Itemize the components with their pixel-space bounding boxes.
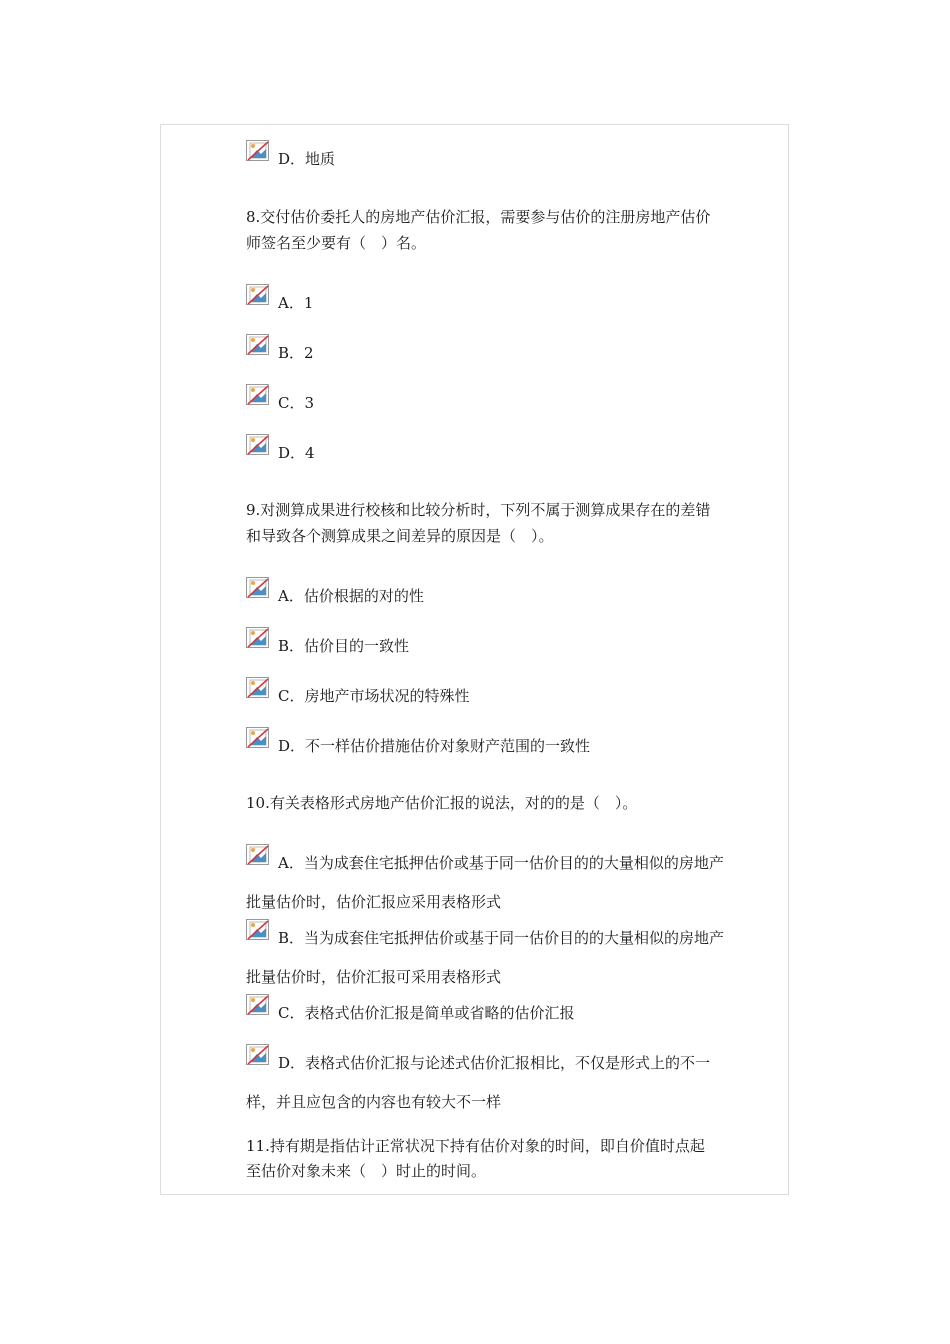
option-label: C．表格式估价汇报是简单或省略的估价汇报 (278, 1004, 575, 1022)
question-9-stem-line1: 9.对测算成果进行校核和比较分析时，下列不属于测算成果存在的差错 (246, 501, 711, 519)
question-8-stem-line2: 师签名至少要有（ ）名。 (246, 234, 427, 252)
option-label: A．估价根据的对的性 (278, 587, 424, 605)
broken-image-icon (246, 384, 276, 408)
broken-image-icon (246, 334, 276, 358)
broken-image-icon (246, 627, 276, 651)
broken-image-icon (246, 727, 276, 751)
broken-image-icon (246, 577, 276, 601)
broken-image-icon (246, 434, 276, 458)
option-label: C．3 (278, 394, 315, 412)
question-11-stem-line1: 11.持有期是指估计正常状况下持有估价对象的时间，即自价值时点起 (246, 1137, 705, 1155)
question-8-stem-line1: 8.交付估价委托人的房地产估价汇报，需要参与估价的注册房地产估价 (246, 208, 711, 226)
q10-option-b-cont: 批量估价时，估价汇报可采用表格形式 (246, 968, 502, 986)
option-label: C．房地产市场状况的特殊性 (278, 687, 470, 705)
option-label: D．4 (278, 444, 315, 462)
q10-option-d-cont: 样，并且应包含的内容也有较大不一样 (246, 1093, 502, 1111)
question-10-stem: 10.有关表格形式房地产估价汇报的说法，对的的是（ ）。 (246, 794, 638, 812)
option-label: A．当为成套住宅抵押估价或基于同一估价目的的大量相似的房地产 (278, 854, 724, 872)
broken-image-icon (246, 140, 276, 164)
option-label: D．地质 (278, 150, 336, 168)
broken-image-icon (246, 1044, 276, 1068)
option-label: D．表格式估价汇报与论述式估价汇报相比，不仅是形式上的不一 (278, 1054, 711, 1072)
broken-image-icon (246, 844, 276, 868)
option-label: B．2 (278, 344, 314, 362)
broken-image-icon (246, 284, 276, 308)
broken-image-icon (246, 677, 276, 701)
question-11-stem-line2: 至估价对象未来（ ）时止的时间。 (246, 1162, 487, 1180)
broken-image-icon (246, 919, 276, 943)
q10-option-a-cont: 批量估价时，估价汇报应采用表格形式 (246, 893, 502, 911)
question-9-stem-line2: 和导致各个测算成果之间差异的原因是（ ）。 (246, 527, 554, 545)
option-label: D．不一样估价措施估价对象财产范围的一致性 (278, 737, 591, 755)
option-label: B．估价目的一致性 (278, 637, 410, 655)
broken-image-icon (246, 994, 276, 1018)
option-label: B．当为成套住宅抵押估价或基于同一估价目的的大量相似的房地产 (278, 929, 725, 947)
option-label: A．1 (278, 294, 314, 312)
